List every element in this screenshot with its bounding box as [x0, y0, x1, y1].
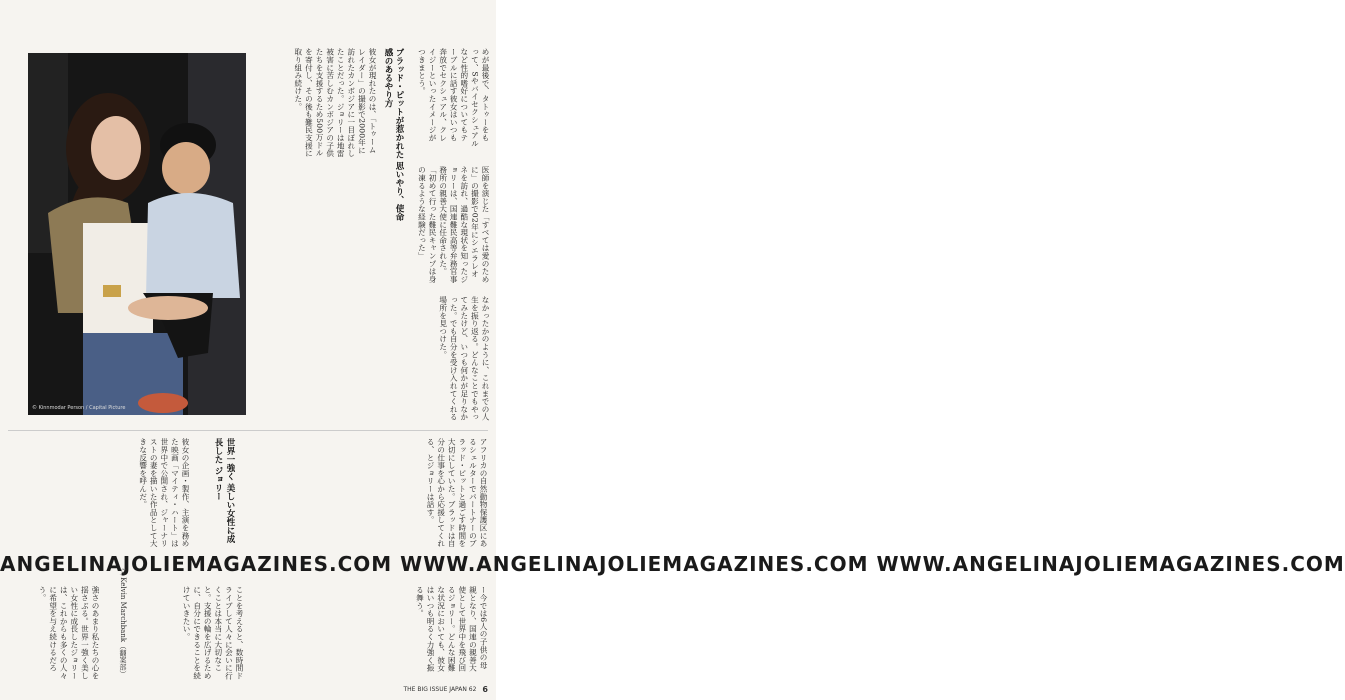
page-number: 6	[482, 685, 488, 694]
column-top-right: めが最後で、タトゥーをもって、Sやバイセクシュアルなど性的嗜好についてもテーブルに話す彼女はいつも奔放でセクシュアル、クレイジーといったイメージがつきまとう。	[417, 48, 490, 148]
column-lower-left: 彼女の企画・製作、主演を務めた映画「マイティ・ハート」は世界中で公開され、ジャーナリストの妻を描いた作品として大きな反響を呼んだ。	[138, 438, 190, 548]
heading-bottom: 世界一強く 美しい女性に成長した ジョリー	[213, 438, 235, 543]
column-top-middle: 彼女が現れたのは、「トゥームレイダー」の撮影で2000年に訪れたカンボジアに一目ぼれしたことだった。ジョリーは地雷被害に苦しむカンボジアの子供たちを支援するため500万ドルを寄付し、その後も難民支援に取り組み続けた。	[293, 48, 377, 158]
column-mid-left: アフリカの自然動物保護区にあるシェルターでパートナーのブラッド・ピットと過ごす時間を大切にしていた。ブラッドは自分の仕事を心から応援してくれる、とジョリーは話す。	[426, 438, 488, 548]
publication-name: THE BIG ISSUE JAPAN 62	[403, 686, 477, 693]
feature-photo	[28, 53, 246, 415]
column-mid-right: なかったかのように、これまでの人生を振り返る。どんなことでもやってみたけど、いつも何かが足りなかった。でも自分を受け入れてくれる場所を見つけた。	[438, 296, 490, 421]
section-divider	[8, 430, 488, 431]
photo-credit: © Kinnmodar Person / Capital Picture	[32, 405, 126, 411]
column-top-left: 医師を演じた「すべては愛のために」の撮影で02年にシエラレオネを訪れ、過酷な現状を知ったジョリーは、国連難民高等弁務官事務所の親善大使に任命された。「初めて行った難民キャンプは身の凍るような経験だった」	[417, 166, 490, 283]
heading-top: ブラッド・ピットが惹かれた 思いやり、使命感のあるやり方	[383, 48, 404, 221]
column-bottom-middle: ことを考えると、数時間ドライブして人々に会いに行くことは本当に大切なこと。支援の輪を広げるために、自分にできることを続けていきたい。	[182, 586, 244, 680]
page-footer	[403, 685, 488, 694]
photo-illustration	[28, 53, 246, 415]
watermark: ANGELINAJOLIEMAGAZINES.COM WWW.ANGELINAJOLIEMAGAZINES.COM WWW.ANGELINAJOLIEMAGAZINES.COM	[0, 552, 1345, 576]
column-bottom-right: ー今では6人の子供の母親となり、国連の親善大使として世界中を飛び回るジョリー。どんな困難な状況においても、彼女はいつも明るく力強く振る舞う。	[415, 586, 488, 672]
column-bottom-left: 強さのあまり私たちの心を揺さぶる。世界一強く美しい女性に成長したジョリーは、これからも多くの人々に希望を与え続けるだろう。	[38, 586, 100, 680]
author-credit: 文 Kelvin Marchbank（翻案部）	[119, 568, 127, 678]
